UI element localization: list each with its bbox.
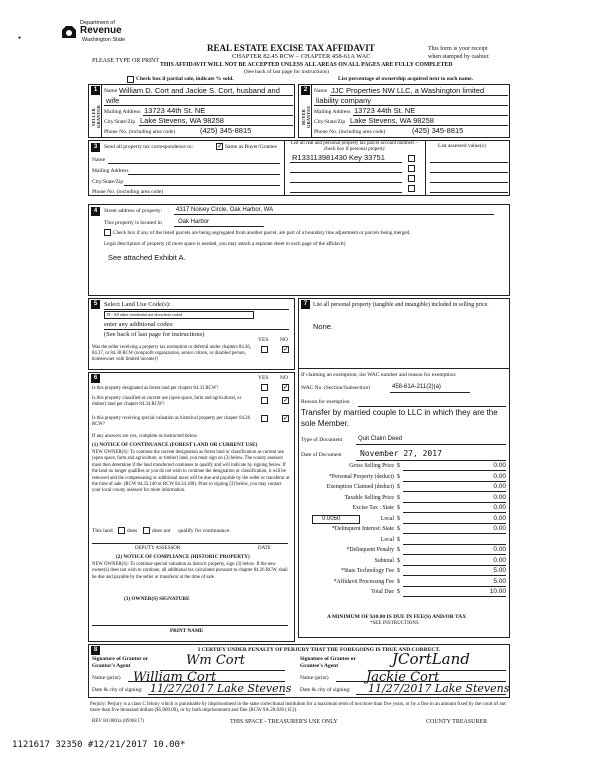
tax-row-value[interactable]: 0.00	[493, 483, 506, 490]
grantor-date-label: Date & city of signing:	[92, 687, 143, 693]
print-name-line	[92, 625, 288, 626]
tax-row-label: Subtotal	[374, 557, 394, 564]
send-correspondence-label: Send all property tax correspondence to:	[104, 144, 194, 150]
grantor-signature-label: Signature of Grantor or Grantor's Agent	[92, 656, 149, 669]
exemption-question: Was the seller receiving a property tax exemption or deferral under chapters 84.36, 84.37, or 84.38 RCW (nonprofit organization, senior citizen, or disabled person, homeowner with limited income)?	[92, 345, 251, 362]
sec6-no-header: NO	[280, 375, 288, 381]
form-subtitle: CHAPTER 82.45 RCW – CHAPTER 458-61A WAC	[232, 53, 371, 60]
tax-row-line	[403, 575, 506, 576]
treasurer-stamp: 1121617 32350 #12/21/2017 10.00*	[12, 740, 186, 750]
wac-label: WAC No. (Section/Subsection)	[301, 385, 370, 391]
buyer-mail-label: Mailing Address	[314, 109, 351, 115]
notice-compliance-body: NEW OWNER(S): To continue special valuation as historic property, sign (3) below. If the new owner(s) does not wish to continue, all additional tax calculated pursuant to chapter 84.26 RCW, shall be due and payable by the seller or transferor at the time of sale.	[92, 562, 288, 580]
tax-row-label: *Affidavit Processing Fee	[333, 578, 394, 585]
tax-row-dollar: $	[397, 505, 400, 511]
grantee-print-name[interactable]: Jackie Cort	[366, 670, 440, 685]
tax-row-label: Exemption Claimed (deduct)	[326, 484, 394, 490]
parcel-list-header: List all real and personal property tax parcel account numbers – check box if personal property	[290, 141, 419, 152]
tax-row-label: Local	[380, 515, 394, 522]
personal-property-checkbox-1[interactable]	[408, 155, 415, 162]
tax-row-dollar: $	[397, 484, 400, 490]
tax-row-line	[403, 512, 506, 513]
does-checkbox[interactable]	[118, 527, 125, 534]
buyer-name[interactable]: JJC Properties NW LLC, a Washington limited	[331, 86, 485, 95]
section-6-designations	[88, 372, 295, 642]
deputy-label: DEPUTY ASSESSOR	[135, 546, 181, 551]
tax-row-value[interactable]: 0.00	[493, 493, 506, 501]
personal-property-checkbox-3[interactable]	[408, 175, 415, 182]
section-3-divider	[284, 140, 285, 196]
sec7-divider	[298, 368, 510, 369]
same-as-buyer-label: Same as Buyer/Grantee	[225, 144, 277, 150]
tax-row-label: *Delinquent Interest: State	[331, 526, 394, 532]
form-warning: THIS AFFIDAVIT WILL NOT BE ACCEPTED UNLESS ALL AREAS ON ALL PAGES ARE FULLY COMPLETED	[160, 62, 453, 68]
seller-phone-label: Phone No. (including area code)	[104, 129, 176, 135]
minimum-due: A MINIMUM OF $10.00 IS DUE IN FEE(S) AND/OR TAX	[327, 614, 467, 620]
tax-row-line	[403, 554, 506, 555]
assessed-line-2	[430, 172, 508, 173]
grantor-print-name[interactable]: William Cort	[133, 670, 217, 685]
historic-no-checkbox[interactable]	[282, 415, 289, 422]
tax-row-label: Excise Tax : State	[352, 505, 394, 511]
personal-property-checkbox-4[interactable]	[408, 185, 415, 192]
form-revision: REV 84 0001a (09/06/17)	[92, 719, 144, 724]
section-4-property	[88, 204, 510, 296]
forest-land-question: Is this property designated as forest land per chapter 84.33 RCW?	[92, 386, 219, 391]
tax-row-value[interactable]: 5.00	[493, 567, 506, 574]
seller-name-label: Name	[104, 88, 118, 94]
corr-mail-line	[128, 174, 280, 175]
buyer-city[interactable]: Lake Stevens, WA 98258	[350, 116, 434, 125]
print-name-label: PRINT NAME	[170, 628, 204, 634]
tax-row-line	[403, 491, 506, 492]
county-treasurer-label: COUNTY TREASURER	[426, 719, 488, 725]
sec5-no-checkbox[interactable]	[282, 346, 289, 353]
tax-row-label: Total Due	[371, 589, 394, 595]
partial-sale-label: Check box if partial sale, indicate % sold.	[136, 76, 234, 82]
corner-mark: ●	[18, 36, 22, 41]
section-8-badge: 8	[91, 646, 100, 655]
tax-row-line	[403, 470, 506, 471]
street-label: Street address of property:	[104, 208, 163, 214]
tax-row-line	[403, 502, 506, 503]
current-use-question: Is this property classified as current use (open space, farm and agricultural, or timber) land per chapter 84.34 RCW?	[92, 396, 242, 407]
personal-property-checkbox-2[interactable]	[408, 165, 415, 172]
treasurer-space-label: THIS SPACE - TREASURER'S USE ONLY	[230, 719, 338, 725]
qualify-label: qualify for continuance.	[178, 528, 231, 534]
seller-side-label: SELLER GRANTOR	[91, 105, 101, 129]
located-line	[174, 226, 264, 227]
seller-city[interactable]: Lake Stevens, WA 98258	[140, 116, 224, 125]
tax-row-value[interactable]: 0.00	[493, 525, 506, 532]
same-as-buyer-checkbox[interactable]	[216, 143, 223, 150]
legal-desc-label: Legal description of property (if more space is needed, you may attach a separate sheet to each page of the affidavit)	[104, 241, 346, 247]
section-4-badge: 4	[91, 207, 100, 216]
please-type: PLEASE TYPE OR PRINT	[92, 58, 160, 64]
seller-name[interactable]: William D. Cort and Jackie S. Cort, husband and	[119, 86, 280, 95]
doctype-line	[356, 444, 506, 445]
local-rate-value: 0.0050	[322, 515, 341, 522]
tax-row-line	[403, 481, 506, 482]
section-7-badge: 7	[301, 300, 310, 309]
section-1-badge: 1	[91, 86, 100, 95]
docdate-value[interactable]: November 27, 2017	[360, 449, 442, 458]
receipt-note-2: when stamped by cashier.	[428, 54, 490, 60]
docdate-line	[356, 460, 506, 461]
claiming-exemption-label: If claiming an exemption, list WAC number and reason for exemption:	[301, 372, 457, 378]
current-use-yes-checkbox[interactable]	[261, 397, 268, 404]
buyer-city-label: City/State/Zip	[314, 119, 346, 125]
wac-line	[390, 392, 470, 393]
section-6-badge: 6	[91, 374, 100, 383]
grantee-date-label: Date & city of signing:	[300, 687, 351, 693]
seller-divider	[101, 84, 102, 138]
assessed-line-3	[430, 182, 508, 183]
assessed-line-1	[430, 162, 508, 163]
parcel-line-1	[290, 162, 402, 163]
does-label: does	[127, 528, 138, 534]
buyer-divider	[311, 84, 312, 138]
form-title: REAL ESTATE EXCISE TAX AFFIDAVIT	[207, 43, 375, 53]
tax-row-dollar: $	[397, 536, 400, 543]
notice-continuance-body: NEW OWNER(S): To continue the current designation as forest land or classification as current use (open space, farm and agriculture, or timber) land, you must sign on (3) below. The county assessor must then determine if the land transferred continues to qualify and will indicate by signing below. If the land no longer qualifies or you do not wish to continue the designation or classification, it will be removed and the compensating or additional taxes will be due and payable by the seller or transferor at the time of sale. (RCW 84.33.140 or RCW 84.34.108). Prior to signing (3) below, you may contact your local county assessor for more information.	[92, 450, 290, 494]
tax-row-dollar: $	[397, 547, 400, 553]
historic-question: Is this property receiving special valuation as historical property per chapter 84.26 RCW?	[92, 416, 250, 427]
seller-phone[interactable]: (425) 345-8815	[200, 126, 252, 135]
buyer-name-cont[interactable]: liability company	[316, 96, 372, 105]
additional-codes-line	[104, 329, 289, 330]
section-2-badge: 2	[301, 86, 310, 95]
grantee-date-city[interactable]: 11/27/2017 Lake Stevens	[368, 682, 510, 695]
tax-row-value[interactable]: 0.00	[493, 472, 506, 480]
tax-row-line	[403, 596, 506, 597]
grantor-date-line	[148, 694, 285, 695]
sec6-yes-header: YES	[258, 375, 269, 381]
tax-row-label: *State Technology Fee	[341, 568, 394, 574]
tax-row-line	[403, 544, 506, 545]
tax-row-dollar: $	[397, 557, 400, 564]
seller-name-line	[119, 95, 293, 96]
tax-row-label: Gross Selling Price	[349, 463, 394, 469]
tax-row-line	[403, 586, 506, 587]
land-use-seeback: (See back of last page for instructions)	[104, 331, 205, 338]
forest-no-checkbox[interactable]	[282, 384, 289, 391]
receipt-note-1: This form is your receipt	[428, 46, 488, 52]
wac-value[interactable]: 458-61A-211(2)(a)	[392, 384, 441, 390]
section-3-badge: 3	[91, 143, 100, 152]
tax-row-value[interactable]: 0.00	[493, 556, 506, 564]
perjury-notice: Perjury: Perjury is a class C felony which is punishable by imprisonment in the state correctional institution for a maximum term of not more than five years, or by a fine in an amount fixed by the court of not more than five thousand dollars ($5,000.00), or by both imprisonment and fine (RCW 9A.20.020 (1C)).	[90, 702, 506, 714]
seller-mail-label: Mailing Address	[104, 109, 141, 115]
does-not-label: does not	[152, 528, 171, 534]
doctype-label: Type of Document	[301, 437, 343, 443]
located-label: This property is located in	[104, 220, 162, 226]
tax-row-dollar: $	[397, 589, 400, 595]
ownership-pct-label: List percentage of ownership acquired next to each name.	[338, 76, 473, 82]
partial-sale-checkbox[interactable]	[127, 76, 134, 83]
owner-signature-title: (3) OWNER(S) SIGNATURE	[124, 596, 190, 602]
tax-row-dollar: $	[397, 526, 400, 532]
reason-label: Reason for exemption	[301, 399, 350, 405]
segregated-checkbox[interactable]	[104, 229, 111, 236]
tax-row-value[interactable]: 5.00	[493, 577, 506, 585]
grantee-name-label: Name (print)	[300, 675, 329, 681]
buyer-phone[interactable]: (425) 345-8815	[412, 126, 464, 135]
tax-row-label: *Delinquent Penalty	[346, 547, 394, 553]
reason-value[interactable]: Transfer by married couple to LLC in which they are the sole Member.	[301, 408, 498, 428]
buyer-name-label: Name	[314, 88, 328, 94]
grantor-signature[interactable]: Wm Cort	[186, 653, 246, 668]
tax-row-value[interactable]: 0.00	[493, 462, 506, 469]
section-5-badge: 5	[91, 300, 100, 309]
tax-row-dollar: $	[397, 463, 400, 469]
see-back: (See back of last page for instructions)	[244, 69, 329, 75]
certify-statement: I CERTIFY UNDER PENALTY OF PERJURY THAT THE FOREGOING IS TRUE AND CORRECT.	[198, 647, 441, 653]
tax-row-label: Local	[380, 536, 394, 543]
seller-city-label: City/State/Zip	[104, 119, 136, 125]
tax-row-label: *Personal Property (deduct)	[328, 473, 394, 480]
seller-mail[interactable]: 13723 44th St. NE	[144, 106, 206, 115]
buyer-mail[interactable]: 13723 44th St. NE	[354, 106, 416, 115]
assessed-divider	[425, 140, 426, 196]
land-use-code: 18 - All other residential not elsewhere coded	[106, 312, 183, 317]
tax-row-line	[403, 565, 506, 566]
tax-row-value[interactable]: 0.00	[493, 504, 506, 511]
tax-row-dollar: $	[397, 494, 400, 501]
doctype-value[interactable]: Quit Claim Deed	[358, 436, 403, 442]
revenue-logo	[60, 20, 160, 52]
assessed-line-4	[430, 192, 508, 193]
parcel-number[interactable]: R133113981430 Key 33751	[292, 153, 385, 162]
sec5-yes-checkbox[interactable]	[261, 346, 268, 353]
tax-row-value[interactable]: 0.00	[493, 546, 506, 553]
grantee-signature-label: Signature of Grantee or Grantee's Agent	[300, 656, 356, 669]
grantee-date-line	[356, 694, 506, 695]
tax-row-line	[403, 533, 506, 534]
grantor-date-city[interactable]: 11/27/2017 Lake Stevens	[150, 682, 292, 695]
forest-yes-checkbox[interactable]	[261, 384, 268, 391]
dept-line2: Revenue	[80, 25, 122, 36]
buyer-phone-label: Phone No. (including area code)	[314, 129, 386, 135]
tax-row-label: Taxable Selling Price	[344, 494, 394, 501]
assessed-header: List assessed value(s)	[438, 143, 486, 149]
sec5-yes-header: YES	[258, 337, 269, 343]
corr-name-label: Name	[92, 157, 106, 163]
land-use-title: Select Land Use Code(s):	[104, 301, 171, 308]
corr-city-label: City/State/Zip	[92, 179, 124, 185]
does-not-checkbox[interactable]	[143, 527, 150, 534]
corr-city-line	[124, 185, 280, 186]
historic-yes-checkbox[interactable]	[261, 415, 268, 422]
deputy-date-label: DATE	[258, 546, 271, 551]
tax-row-dollar: $	[397, 473, 400, 480]
tax-row-dollar: $	[397, 515, 400, 522]
tax-row-value[interactable]: 10.00	[489, 588, 506, 595]
this-land-label: This land	[92, 528, 113, 534]
tax-row-dollar: $	[397, 578, 400, 585]
sec5-no-header: NO	[280, 337, 288, 343]
dept-line3: Washington State	[82, 37, 126, 43]
seller-name-cont[interactable]: wife	[106, 96, 120, 105]
tax-row-value[interactable]: 0.00	[493, 514, 506, 522]
legal-desc-value[interactable]: See attached Exhibit A.	[108, 253, 186, 262]
current-use-no-checkbox[interactable]	[282, 397, 289, 404]
see-instructions: *SEE INSTRUCTIONS	[370, 621, 419, 626]
personal-property-value[interactable]: None.	[313, 322, 334, 331]
parcel-line-2	[290, 172, 402, 173]
corr-name-line	[108, 163, 280, 164]
additional-codes-label: enter any additional codes:	[104, 321, 174, 328]
buyer-side-label: BUYER GRANTEE	[301, 105, 311, 129]
notice-continuance-title: (1) NOTICE OF CONTINUANCE (FOREST LAND OR CURRENT USE)	[92, 442, 258, 448]
located-value[interactable]: Oak Harbor	[178, 219, 210, 225]
grantor-name-label: Name (print)	[92, 675, 121, 681]
docdate-label: Date of Document	[301, 452, 342, 458]
corr-mail-label: Mailing Address	[92, 168, 129, 174]
street-value[interactable]: 4317 Noisey Circle, Oak Harbor, WA	[176, 207, 274, 213]
street-line	[174, 214, 494, 215]
personal-property-title: List all personal property (tangible and intangible) included in selling price.	[313, 302, 489, 308]
land-use-title-line	[104, 309, 289, 310]
tax-row-line	[403, 523, 506, 524]
grantee-signature[interactable]: JCortLand	[392, 650, 470, 668]
parcel-line-3	[290, 182, 402, 183]
parcel-line-4	[290, 192, 402, 193]
segregated-label: Check box if any of the listed parcels are being segregated from another parcel, are part of a boundary line adjustment or parcels being merged.	[113, 230, 411, 236]
if-any-yes: If any answers are yes, complete as instructed below.	[92, 434, 199, 439]
notice-compliance-title: (2) NOTICE OF COMPLIANCE (HISTORIC PROPERTY)	[116, 554, 250, 560]
tax-row-dollar: $	[397, 568, 400, 574]
deputy-line	[92, 543, 288, 544]
corr-phone-label: Phone No. (including area code)	[92, 189, 164, 195]
dept-line1: Department of	[80, 20, 115, 26]
washington-seal-icon	[60, 24, 78, 40]
